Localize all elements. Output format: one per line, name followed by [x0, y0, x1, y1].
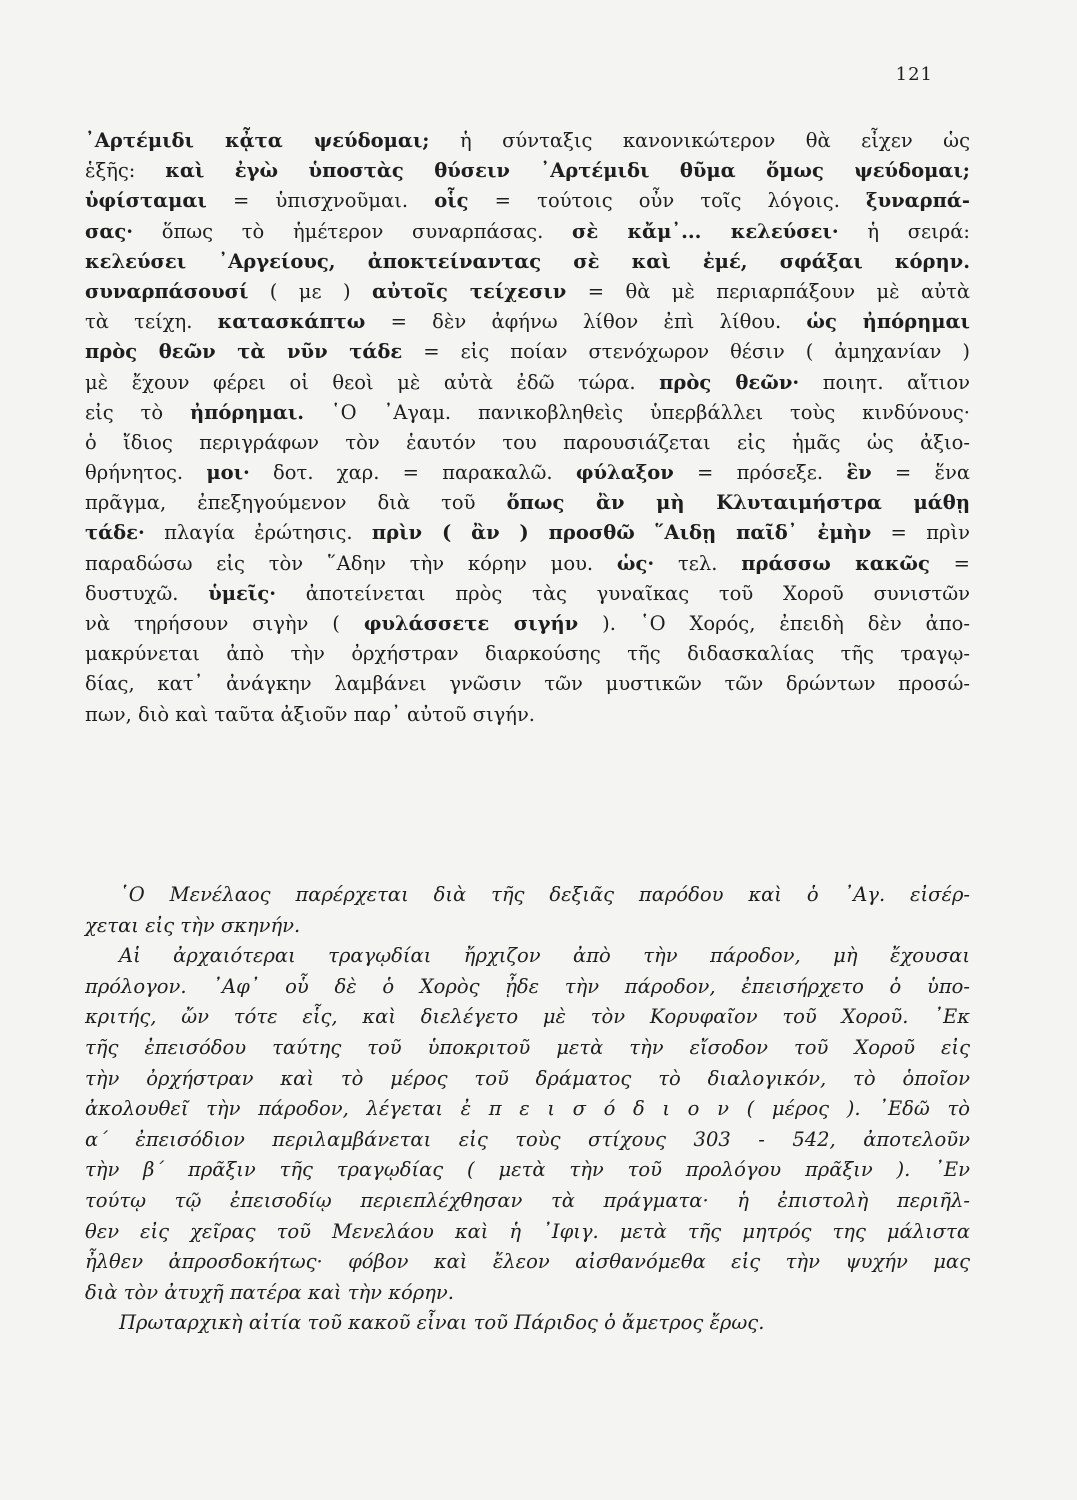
narrative-line: α´ ἐπεισόδιον περιλαμβάνεται εἰς τοὺς στίχους 303 - 542, ἀποτελοῦν — [85, 1127, 970, 1151]
commentary-line — [85, 398, 970, 428]
gloss-text: = ἕνα — [871, 461, 970, 485]
narrative-line: τούτῳ τῷ ἐπεισοδίῳ περιεπλέχθησαν τὰ πράγματα· ἡ ἐπιστολὴ περιῆλ- — [85, 1188, 970, 1212]
commentary-line — [85, 669, 970, 699]
lemma-text: πρὶν ( ἂν ) προσθῶ ῞Αιδῃ παῖδ᾽ ἐμὴν — [371, 521, 872, 545]
narrative-line: τὴν β´ πρᾶξιν τῆς τραγῳδίας ( μετὰ τὴν τοῦ προλόγου πρᾶξιν ). ᾽Εν — [85, 1158, 970, 1182]
lemma-text: ὅπως ἂν μὴ Κλυταιμήστρα μάθῃ — [506, 491, 970, 515]
lemma-text: ξυναρπά- — [866, 189, 971, 213]
narrative-line: τῆς ἐπεισόδου ταύτης τοῦ ὑποκριτοῦ μετὰ τὴν εἴσοδον τοῦ Χοροῦ εἰς — [85, 1035, 970, 1059]
gloss-text: ἀποτείνεται πρὸς τὰς γυναῖκας τοῦ Χοροῦ συνιστῶν — [276, 581, 970, 605]
gloss-text: = ὑπισχνοῦμαι. — [206, 189, 435, 213]
commentary-line — [85, 307, 970, 337]
lemma-text: πράσσω κακῶς — [741, 551, 930, 575]
lemma-text: πρὸς θεῶν· — [659, 370, 800, 394]
commentary-line — [85, 247, 970, 277]
gloss-text: πων, διὸ καὶ ταῦτα ἀξιοῦν παρ᾽ αὐτοῦ σιγήν. — [85, 702, 536, 726]
gloss-text: ἡ σύνταξις κανονικώτερον θὰ εἶχεν ὡς — [429, 129, 970, 152]
lemma-text: ᾽Αρτέμιδι κᾆτα ψεύδομαι; — [85, 129, 430, 152]
gloss-text: μακρύνεται ἀπὸ τὴν ὀρχήστραν διαρκούσης τῆς διδασκαλίας τῆς τραγῳ- — [85, 642, 970, 666]
gloss-text: = πρὶν — [871, 521, 970, 545]
gloss-text: ῾Ο ᾽Αγαμ. πανικοβληθεὶς ὑπερβάλλει τοὺς κινδύνους· — [304, 400, 970, 424]
narrative-line: ῾Ο Μενέλαος παρέρχεται διὰ τῆς δεξιᾶς παρόδου καὶ ὁ ᾽Αγ. εἰσέρ- — [119, 883, 970, 906]
gloss-text: = θὰ μὲ περιαρπάξουν μὲ αὐτὰ — [566, 279, 970, 303]
lemma-text: τάδε· — [85, 521, 145, 545]
lemma-text: καὶ ἐγὼ ὑποστὰς θύσειν ᾽Αρτέμιδι θῦμα ὅμως ψεύδομαι; — [165, 159, 971, 183]
lemma-text: φύλαξον — [575, 461, 674, 485]
lemma-text: συναρπάσουσί — [85, 279, 249, 303]
narrative-line: κριτής, ὤν τότε εἷς, καὶ διελέγετο μὲ τὸν Κορυφαῖον τοῦ Χοροῦ. ᾽Εκ — [85, 1005, 970, 1029]
narrative-line: διὰ τὸν ἀτυχῆ πατέρα καὶ τὴν κόρην. — [85, 1280, 454, 1304]
gloss-text: = εἰς ποίαν στενόχωρον θέσιν ( ἀμηχανίαν ) — [402, 340, 971, 364]
gloss-text: = δὲν ἀφήνω λίθον ἐπὶ λίθου. — [365, 310, 807, 334]
lemma-text: ἠπόρημαι. — [189, 400, 305, 424]
lemma-text: κελεύσει ᾽Αργείους, ἀποκτείναντας σὲ καὶ ἐμέ, σφάξαι κόρην. — [85, 249, 970, 273]
gloss-text: εἰς τὸ — [85, 400, 190, 424]
lemma-text: πρὸς θεῶν τὰ νῦν τάδε — [85, 340, 403, 364]
lemma-text: ὑφίσταμαι — [85, 189, 207, 213]
commentary-line — [85, 700, 970, 730]
gloss-text: νὰ τηρήσουν σιγὴν ( — [85, 612, 364, 635]
lemma-text: μοι· — [206, 461, 250, 485]
commentary-line — [85, 609, 970, 639]
narrative-line: πρόλογον. ᾽Αφ᾽ οὗ δὲ ὁ Χορὸς ᾖδε τὴν πάροδον, ἐπεισήρχετο ὁ ὑπο- — [85, 974, 970, 998]
narrative-line: ἦλθεν ἀπροσδοκήτως· φόβον καὶ ἔλεον αἰσθανόμεθα εἰς τὴν ψυχήν μας — [85, 1250, 970, 1274]
lemma-text: ὡς· — [616, 551, 655, 575]
commentary-line — [85, 549, 970, 579]
gloss-text: = πρόσεξε. — [673, 461, 847, 485]
gloss-text: ). ῾Ο Χορός, ἐπειδὴ δὲν ἀπο- — [578, 612, 970, 635]
lemma-text: ὑμεῖς· — [208, 581, 276, 605]
commentary-line — [85, 186, 970, 216]
gloss-text: ( με ) — [248, 279, 372, 303]
gloss-text: = τούτοις οὖν τοῖς λόγοις. — [468, 189, 867, 213]
commentary-line — [85, 639, 970, 669]
gloss-text: πλαγία ἐρώτησις. — [144, 521, 372, 545]
narrative-line: τὴν ὀρχήστραν καὶ τὸ μέρος τοῦ δράματος τὸ διαλογικόν, τὸ ὁποῖον — [85, 1066, 970, 1090]
gloss-text: ὁ ἴδιος περιγράφων τὸν ἑαυτόν του παρουσιάζεται εἰς ἡμᾶς ὡς ἀξιο- — [85, 430, 970, 454]
gloss-text: ἡ σειρά: — [838, 219, 970, 243]
narrative-line: ἀκολουθεῖ τὴν πάροδον, λέγεται ἐ π ε ι σ ό δ ι ο ν ( μέρος ). ᾽Εδῶ τὸ — [85, 1097, 970, 1121]
gloss-text: πρᾶγμα, ἐπεξηγούμενον διὰ τοῦ — [85, 491, 507, 515]
narrative-line: Πρωταρχικὴ αἰτία τοῦ κακοῦ εἶναι τοῦ Πάριδος ὁ ἄμετρος ἔρως. — [119, 1311, 765, 1335]
lemma-text: αὐτοῖς τείχεσιν — [371, 279, 567, 303]
lemma-text: σὲ κἄμ᾽... κελεύσει· — [571, 219, 839, 243]
lemma-text: ὡς ἠπόρημαι — [806, 310, 970, 334]
commentary-line — [85, 126, 970, 156]
gloss-text: παραδώσω εἰς τὸν ῞Αδην τὴν κόρην μου. — [85, 551, 617, 575]
gloss-text: ποιητ. αἴτιον — [799, 370, 970, 394]
commentary-line — [85, 518, 970, 548]
commentary-line — [85, 579, 970, 609]
gloss-text: τελ. — [654, 551, 742, 575]
lemma-text: οἷς — [434, 189, 469, 213]
lemma-text: φυλάσσετε σιγήν — [363, 612, 579, 635]
gloss-text: δίας, κατ᾽ ἀνάγκην λαμβάνει γνῶσιν τῶν μυστικῶν τῶν δρώντων προσώ- — [85, 672, 970, 696]
gloss-text: ἑξῆς: — [85, 159, 166, 183]
commentary-line — [85, 277, 970, 307]
gloss-text: θρήνητος. — [85, 461, 207, 485]
narrative-block — [85, 880, 970, 1339]
commentary-line — [85, 337, 970, 367]
commentary-line — [85, 368, 970, 398]
gloss-text: δοτ. χαρ. = παρακαλῶ. — [249, 461, 576, 485]
lemma-text: σας· — [85, 219, 134, 243]
gloss-text: ὅπως τὸ ἡμέτερον συναρπάσας. — [133, 219, 572, 243]
page-number: 121 — [895, 64, 933, 85]
lemma-text: κατασκάπτω — [217, 310, 366, 334]
gloss-text: = — [929, 551, 970, 575]
lemma-text: ἓν — [846, 461, 872, 485]
narrative-line: χεται εἰς τὴν σκηνήν. — [85, 913, 301, 937]
commentary-line — [85, 428, 970, 458]
narrative-line: Αἱ ἀρχαιότεραι τραγῳδίαι ἤρχιζον ἀπὸ τὴν πάροδον, μὴ ἔχουσαι — [119, 944, 970, 968]
commentary-line — [85, 488, 970, 518]
commentary-line — [85, 458, 970, 488]
gloss-text: δυστυχῶ. — [85, 581, 209, 605]
gloss-text: τὰ τείχη. — [85, 310, 218, 334]
commentary-line — [85, 156, 970, 186]
gloss-text: μὲ ἔχουν φέρει οἱ θεοὶ μὲ αὐτὰ ἐδῶ τώρα. — [85, 370, 660, 394]
commentary-block — [85, 126, 970, 730]
commentary-line — [85, 217, 970, 247]
narrative-line: θεν εἰς χεῖρας τοῦ Μενελάου καὶ ἡ ᾽Ιφιγ. μετὰ τῆς μητρός της μάλιστα — [85, 1219, 970, 1243]
